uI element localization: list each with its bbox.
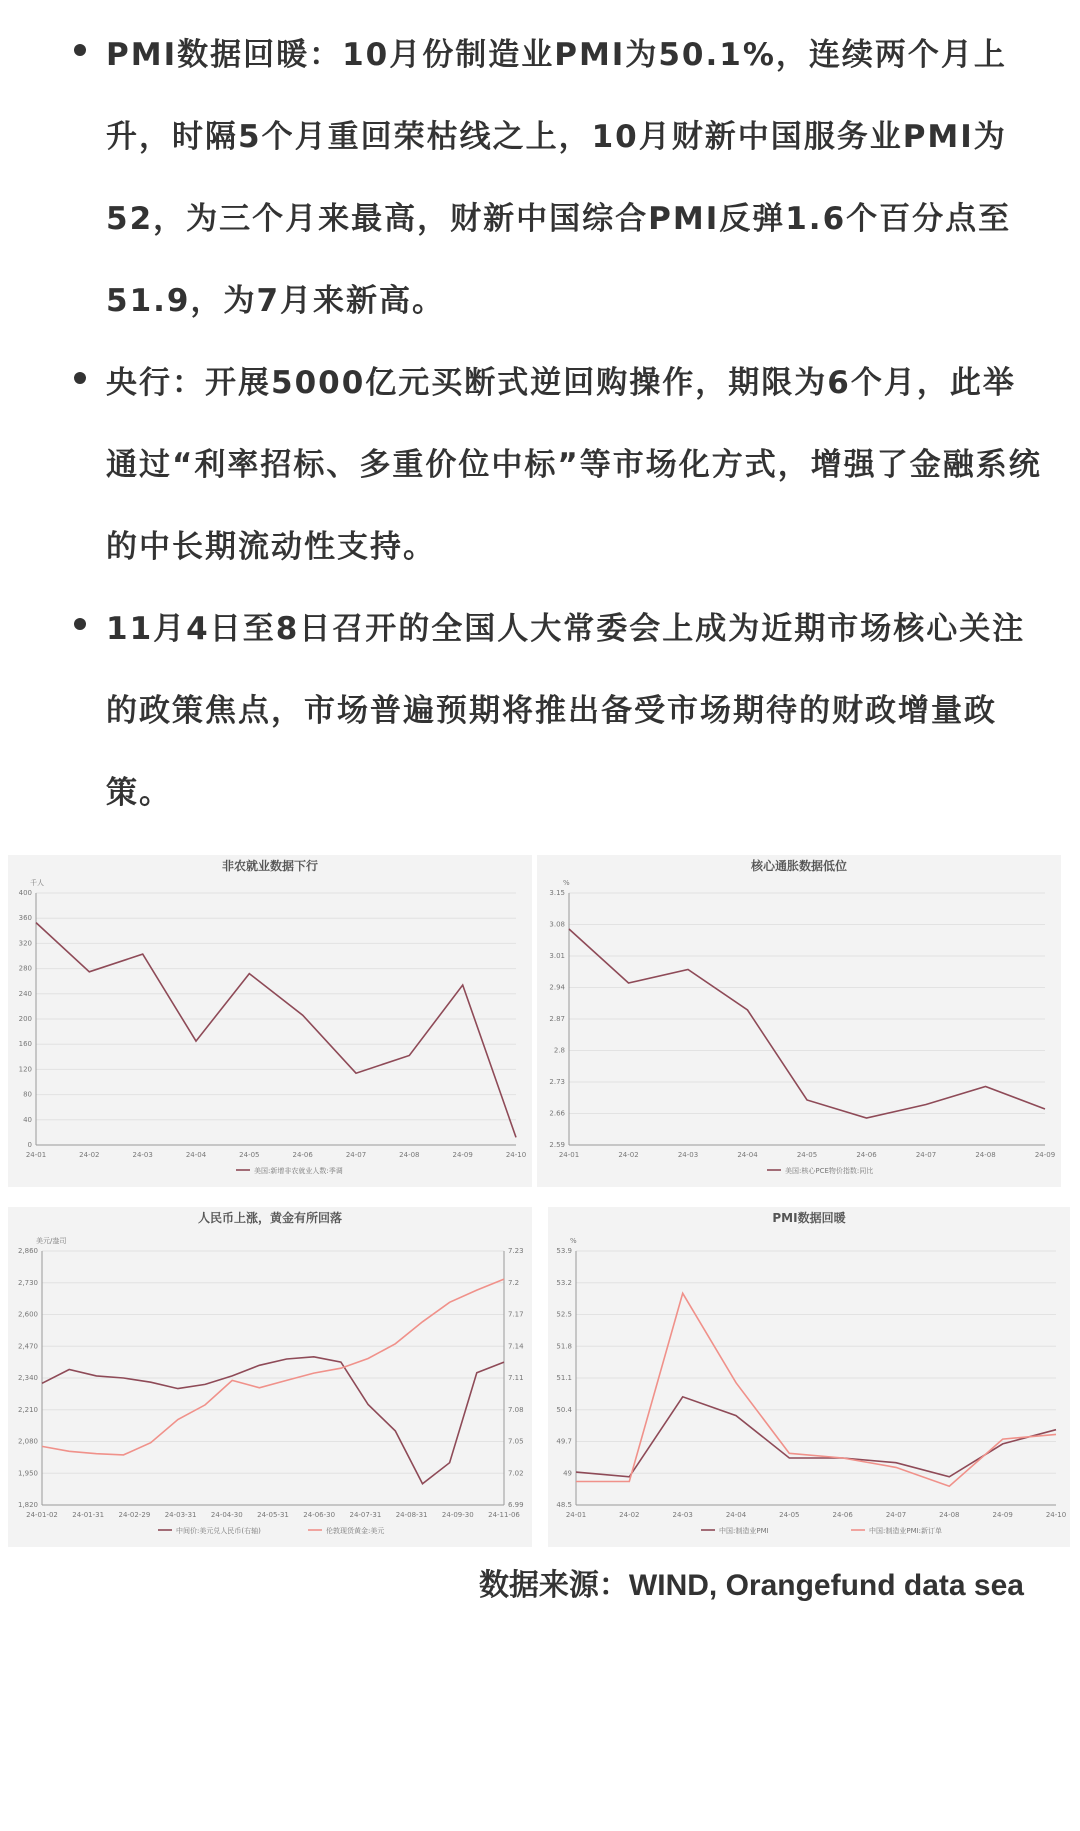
chart-title: 核心通胀数据低位 [750,859,847,873]
chart-core-pce [537,855,1061,1187]
x-tick-label: 24-09 [992,1511,1013,1519]
x-tick-label: 24-09 [452,1151,473,1159]
y-right-tick-label: 7.11 [508,1374,524,1382]
bullet-text: PMI数据回暖：10月份制造业PMI为50.1%，连续两个月上升，时隔5个月重回荣枯线之上，10月财新中国服务业PMI为52，为三个月来最高，财新中国综合PMI反弹1.6个百分点至51.9，为7月来新高。 [106,37,1012,319]
x-tick-label: 24-05 [779,1511,800,1519]
x-tick-label: 24-02 [619,1511,640,1519]
y-tick-label: 80 [23,1090,32,1099]
x-tick-label: 24-06-30 [303,1511,336,1519]
y-tick-label: 3.15 [549,889,565,897]
bullet-dot-icon [74,618,86,630]
x-tick-label: 24-05 [796,1151,818,1159]
y-right-tick-label: 7.02 [508,1469,524,1478]
x-tick-label: 24-04-30 [210,1511,243,1519]
y-tick-label: 53.2 [556,1278,572,1287]
y-right-tick-label: 7.05 [508,1437,524,1446]
y-tick-label: 2.73 [549,1078,565,1086]
series-line [42,1279,504,1455]
y-tick-label: 2,210 [17,1405,38,1414]
x-tick-label: 24-09-30 [441,1511,474,1519]
chart-rmb-gold [8,1207,532,1547]
y-tick-label: 2.94 [549,983,565,992]
x-tick-label: 24-08 [975,1151,996,1159]
x-tick-label: 24-08 [939,1511,960,1519]
x-tick-label: 24-08 [399,1151,420,1159]
y-tick-label: 0 [27,1141,32,1149]
y-axis-unit: 美元/盎司 [36,1237,67,1245]
series-line [576,1397,1056,1477]
chart-panel-pmi [548,1207,1070,1547]
bullet-text: 央行：开展5000亿元买断式逆回购操作，期限为6个月，此举通过“利率招标、多重价位中标”等市场化方式，增强了金融系统的中长期流动性支持。 [106,365,1042,565]
chart-panel-nonfarm [8,855,532,1187]
series-line [42,1357,504,1484]
y-tick-label: 280 [18,964,32,973]
x-tick-label: 24-03 [132,1151,153,1159]
x-tick-label: 24-02-29 [118,1511,151,1519]
x-tick-label: 24-02 [79,1151,100,1159]
y-tick-label: 48.5 [556,1501,572,1509]
x-tick-label: 24-02 [618,1151,639,1159]
chart-panel-rmb-gold [8,1207,532,1547]
y-axis-unit: % [563,879,570,887]
y-tick-label: 49.7 [556,1437,572,1446]
x-tick-label: 24-07-31 [349,1511,382,1519]
y-tick-label: 3.01 [549,952,565,960]
y-tick-label: 2.59 [549,1141,565,1149]
bullet-item [68,342,1048,588]
x-tick-label: 24-01-31 [72,1511,105,1519]
x-tick-label: 24-07 [345,1151,367,1159]
y-tick-label: 49 [563,1469,572,1478]
y-right-tick-label: 7.23 [508,1247,524,1255]
y-right-tick-label: 7.08 [508,1405,524,1414]
bullet-text: 11月4日至8日召开的全国人大常委会上成为近期市场核心关注的政策焦点，市场普遍预期将推出备受市场期待的财政增量政策。 [106,611,1026,811]
y-tick-label: 200 [18,1015,32,1023]
y-tick-label: 2,470 [17,1342,38,1351]
source-note: 数据来源：WIND, Orangefund data sea [478,1569,1024,1602]
x-tick-label: 24-04 [737,1151,758,1159]
legend-label: 美国:核心PCE物价指数:同比 [785,1167,874,1175]
x-tick-label: 24-06 [292,1151,313,1159]
x-tick-label: 24-06 [856,1151,877,1159]
y-tick-label: 320 [18,939,32,948]
x-tick-label: 24-06 [832,1511,853,1519]
legend-label: 中间价:美元兑人民币(右轴) [176,1527,261,1535]
y-tick-label: 2,730 [17,1278,38,1287]
chart-title: 人民币上涨，黄金有所回落 [197,1211,342,1225]
legend-label: 美国:新增非农就业人数:季调 [254,1167,343,1175]
x-tick-label: 24-10 [505,1151,527,1159]
y-tick-label: 160 [18,1040,32,1049]
legend-label: 伦敦现货黄金:美元 [326,1527,385,1535]
bullet-dot-icon [74,44,86,56]
y-tick-label: 240 [18,989,32,998]
x-tick-label: 24-04 [725,1511,747,1519]
x-tick-label: 24-07 [885,1511,907,1519]
bullet-list [68,14,1048,834]
y-right-tick-label: 7.14 [508,1342,524,1351]
x-tick-label: 24-01-02 [26,1511,58,1519]
y-tick-label: 2.8 [553,1046,565,1055]
chart-title: PMI数据回暖 [772,1211,846,1225]
x-tick-label: 24-11-06 [488,1511,520,1519]
x-tick-label: 24-05 [239,1151,260,1159]
x-tick-label: 24-01 [558,1151,580,1159]
x-tick-label: 24-03 [677,1151,699,1159]
y-tick-label: 51.8 [556,1342,572,1351]
x-tick-label: 24-09 [1034,1151,1056,1159]
y-tick-label: 2,860 [17,1247,38,1255]
y-tick-label: 120 [18,1065,32,1074]
legend-label: 中国:制造业PMI [719,1527,769,1535]
x-tick-label: 24-03 [672,1511,693,1519]
x-tick-label: 24-05-31 [257,1511,289,1519]
y-tick-label: 400 [18,889,32,897]
series-line [569,929,1045,1118]
y-tick-label: 53.9 [556,1247,572,1255]
bullet-item [68,588,1048,834]
x-tick-label: 24-07 [915,1151,937,1159]
x-tick-label: 24-04 [185,1151,207,1159]
chart-panel-core-pce [537,855,1061,1187]
y-tick-label: 50.4 [556,1405,572,1414]
y-tick-label: 2,340 [17,1374,38,1382]
x-tick-label: 24-03-31 [164,1511,197,1519]
y-tick-label: 1,820 [17,1501,38,1509]
x-tick-label: 24-08-31 [395,1511,428,1519]
y-tick-label: 52.5 [556,1310,572,1319]
y-right-tick-label: 7.17 [508,1310,524,1319]
y-axis-unit: 千人 [30,879,44,887]
y-tick-label: 2.66 [549,1109,565,1118]
x-tick-label: 24-10 [1045,1511,1067,1519]
chart-title: 非农就业数据下行 [221,859,318,873]
y-tick-label: 1,950 [17,1469,38,1478]
y-right-tick-label: 6.99 [508,1501,524,1509]
chart-pmi [548,1207,1070,1547]
y-tick-label: 40 [23,1115,32,1124]
y-tick-label: 2,600 [17,1310,38,1319]
y-right-tick-label: 7.2 [508,1278,520,1287]
bullet-item [68,14,1048,342]
series-line [36,923,516,1138]
y-tick-label: 2.87 [549,1015,565,1023]
y-tick-label: 3.08 [549,920,565,929]
y-tick-label: 51.1 [556,1374,572,1382]
y-tick-label: 2,080 [17,1437,38,1446]
x-tick-label: 24-01 [25,1151,47,1159]
legend-label: 中国:制造业PMI:新订单 [869,1527,943,1535]
x-tick-label: 24-01 [565,1511,587,1519]
y-tick-label: 360 [18,914,32,923]
y-axis-unit: % [570,1237,577,1245]
chart-nonfarm [8,855,532,1187]
bullet-dot-icon [74,372,86,384]
